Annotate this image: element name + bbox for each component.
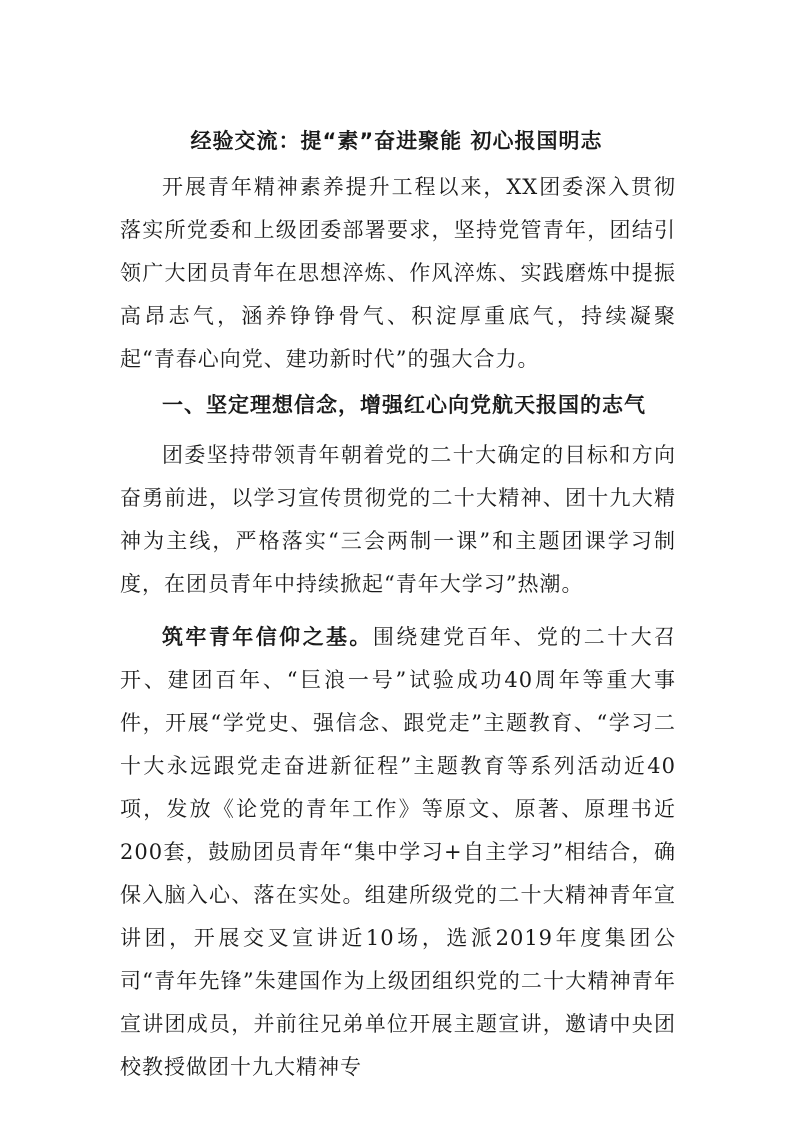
section-heading-1: 一、坚定理想信念，增强红心向党航天报国的志气 bbox=[162, 393, 646, 417]
intro-paragraph: 开展青年精神素养提升工程以来，XX团委深入贯彻落实所党委和上级团委部署要求，坚持党管青年，团结引领广大团员青年在思想淬炼、作风淬炼、实践磨炼中提振高昂志气，涵养铮铮骨气、积淀厚重底气，持续凝聚起“青春心向党、建功新时代”的强大合力。 bbox=[120, 175, 676, 371]
subsection-1-paragraph bbox=[120, 616, 676, 1089]
subsection-1-text: 围绕建党百年、党的二十大召开、建团百年、“巨浪一号”试验成功40周年等重大事件，开展“学党史、强信念、跟党走”主题教育、“学习二十大永远跟党走奋进新征程”主题教育等系列活动近40项，发放《论党的青年工作》等原文、原著、原理书近200套，鼓励团员青年“集中学习+自主学习”相结合，确保入脑入心、落在实处。组建所级党的二十大精神青年宣讲团，开展交叉宣讲近10场，选派2019年度集团公司“青年先锋”朱建国作为上级团组织党的二十大精神青年宣讲团成员，并前往兄弟单位开展主题宣讲，邀请中央团校教授做团十九大精神专 bbox=[120, 625, 677, 1079]
document-title: 经验交流：提“素”奋进聚能 初心报国明志 bbox=[190, 129, 603, 153]
section-1-paragraph: 团委坚持带领青年朝着党的二十大确定的目标和方向奋勇前进，以学习宣传贯彻党的二十大精神、团十九大精神为主线，严格落实“三会两制一课”和主题团课学习制度，在团员青年中持续掀起“青年大学习”热潮。 bbox=[120, 443, 676, 596]
subsection-1-lead: 筑牢青年信仰之基。 bbox=[162, 625, 373, 649]
